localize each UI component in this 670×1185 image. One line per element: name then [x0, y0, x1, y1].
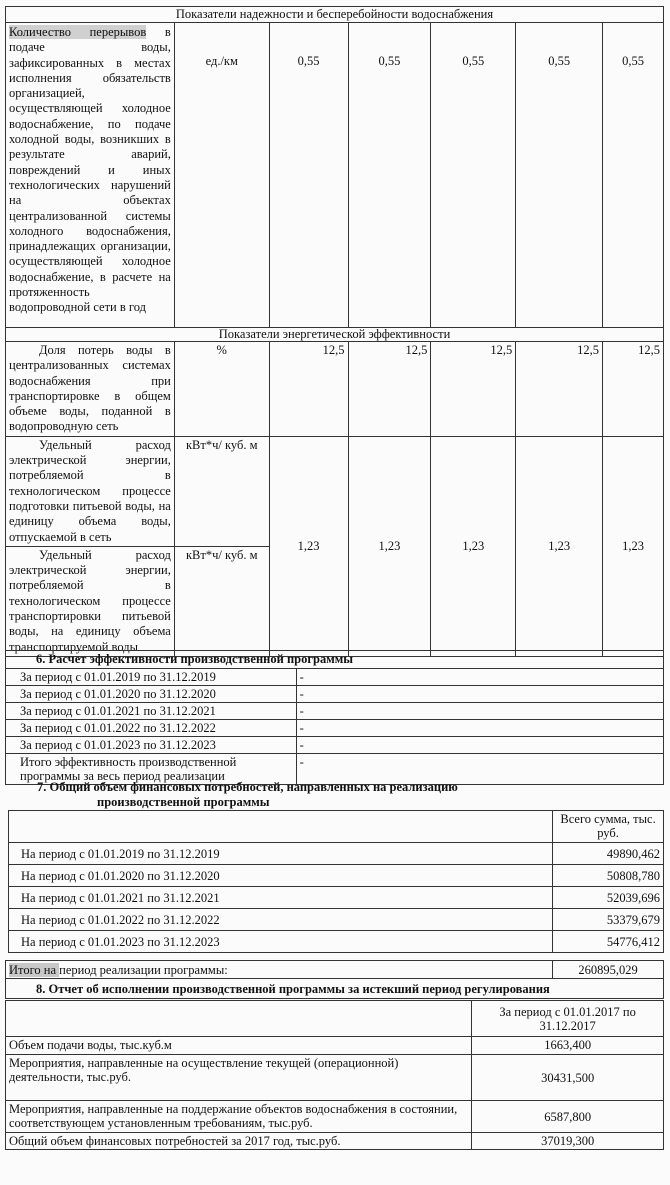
report-row-label: Общий объем финансовых потребностей за 2017 год, тыс.руб. — [6, 1133, 472, 1150]
energy-value: 1,23 — [269, 436, 348, 656]
efficiency-period-label: За период с 01.01.2021 по 31.12.2021 — [6, 703, 297, 720]
report-row-label: Мероприятия, направленные на поддержание объектов водоснабжения в состоянии, соответствующем установленным требованиям, тыс.руб. — [6, 1101, 472, 1133]
financing-period-value: 50808,780 — [553, 865, 664, 887]
report-row-value: 1663,400 — [472, 1037, 664, 1055]
interruptions-label-rest: в подаче воды, зафиксированных в местах исполнения обязательств организацией, осуществляющей холодное водоснабжение, по подаче холодной воды, возникших в результате аварий, повреждений и иных технологических нарушений на объектах централизованной системы холодного водоснабжения, принадлежащих организации, осуществляющей холодное водоснабжение, в расчете на протяженность водопроводной сети в год — [9, 25, 171, 315]
interruptions-label — [6, 23, 175, 328]
report-header-blank — [6, 1001, 472, 1037]
interruptions-value: 0,55 — [431, 23, 516, 328]
interruptions-value: 0,55 — [269, 23, 348, 328]
report-row-value: 30431,500 — [472, 1055, 664, 1101]
efficiency-total-label: Итого эффективность производственной программы за весь период реализации — [6, 754, 297, 785]
section-7-title — [37, 780, 637, 810]
financing-period-value: 53379,679 — [553, 909, 664, 931]
indicators-table — [5, 6, 664, 657]
efficiency-period-value: - — [296, 720, 663, 737]
efficiency-total-value: - — [296, 754, 663, 785]
interruptions-value: 0,55 — [516, 23, 603, 328]
efficiency-period-value: - — [296, 686, 663, 703]
financing-col-header: Всего сумма, тыс. руб. — [553, 811, 664, 843]
energy-transport-label: Удельный расход электрической энергии, потребляемой в технологическом процессе транспортировки питьевой воды, на единицу объема транспортируемой воды — [6, 546, 175, 656]
section-7-title-line2: производственной программы — [97, 795, 270, 809]
energy-value: 1,23 — [516, 436, 603, 656]
energy-value: 1,23 — [431, 436, 516, 656]
energy-prep-unit: кВт*ч/ куб. м — [174, 436, 269, 546]
interruptions-label-prefix: Количество перерывов — [9, 25, 147, 39]
section-8-title: 8. Отчет об исполнении производственной программы за истекший период регулирования — [6, 979, 664, 999]
efficiency-period-value: - — [296, 669, 663, 686]
efficiency-table — [5, 650, 664, 785]
financing-period-label: На период с 01.01.2021 по 31.12.2021 — [9, 887, 553, 909]
report-col-header: За период с 01.01.2017 по 31.12.2017 — [472, 1001, 664, 1037]
interruptions-unit: ед./км — [174, 23, 269, 328]
financing-total-table — [5, 960, 664, 999]
energy-value: 1,23 — [603, 436, 664, 656]
efficiency-period-value: - — [296, 737, 663, 754]
financing-total-value: 260895,029 — [553, 961, 664, 979]
losses-value: 12,5 — [269, 342, 348, 437]
financing-header-blank — [9, 811, 553, 843]
section-7-title-line1: 7. Общий объем финансовых потребностей, направленных на реализацию — [37, 780, 458, 794]
reliability-header: Показатели надежности и бесперебойности водоснабжения — [6, 7, 664, 23]
efficiency-period-label: За период с 01.01.2019 по 31.12.2019 — [6, 669, 297, 686]
efficiency-period-label: За период с 01.01.2023 по 31.12.2023 — [6, 737, 297, 754]
financing-period-label: На период с 01.01.2023 по 31.12.2023 — [9, 931, 553, 953]
interruptions-value: 0,55 — [603, 23, 664, 328]
report-row-value: 37019,300 — [472, 1133, 664, 1150]
financing-total-label-text: Итого на период реализации программы: — [9, 962, 228, 977]
financing-period-value: 54776,412 — [553, 931, 664, 953]
energy-header: Показатели энергетической эффективности — [6, 328, 664, 342]
losses-value: 12,5 — [431, 342, 516, 437]
losses-value: 12,5 — [348, 342, 431, 437]
energy-value: 1,23 — [348, 436, 431, 656]
report-row-label: Объем подачи воды, тыс.куб.м — [6, 1037, 472, 1055]
efficiency-period-label: За период с 01.01.2020 по 31.12.2020 — [6, 686, 297, 703]
report-table — [5, 1000, 664, 1150]
efficiency-period-value: - — [296, 703, 663, 720]
financing-total-label — [6, 961, 553, 979]
efficiency-period-label: За период с 01.01.2022 по 31.12.2022 — [6, 720, 297, 737]
energy-transport-unit: кВт*ч/ куб. м — [174, 546, 269, 656]
losses-unit: % — [174, 342, 269, 437]
report-row-label: Мероприятия, направленные на осуществление текущей (операционной) деятельности, тыс.руб. — [6, 1055, 472, 1101]
financing-period-label: На период с 01.01.2020 по 31.12.2020 — [9, 865, 553, 887]
energy-prep-label: Удельный расход электрической энергии, потребляемой в технологическом процессе подготовки питьевой воды, на единицу объема воды, отпускаемой в сеть — [6, 436, 175, 546]
financing-period-label: На период с 01.01.2019 по 31.12.2019 — [9, 843, 553, 865]
report-row-value: 6587,800 — [472, 1101, 664, 1133]
financing-period-label: На период с 01.01.2022 по 31.12.2022 — [9, 909, 553, 931]
losses-value: 12,5 — [516, 342, 603, 437]
section-6-title: 6. Расчет эффективности производственной программы — [6, 651, 664, 669]
losses-label: Доля потерь воды в централизованных системах водоснабжения при транспортировке в общем объеме воды, поданной в водопроводную сеть — [6, 342, 175, 437]
financing-table — [8, 810, 664, 953]
interruptions-value: 0,55 — [348, 23, 431, 328]
financing-period-value: 52039,696 — [553, 887, 664, 909]
financing-period-value: 49890,462 — [553, 843, 664, 865]
losses-value: 12,5 — [603, 342, 664, 437]
